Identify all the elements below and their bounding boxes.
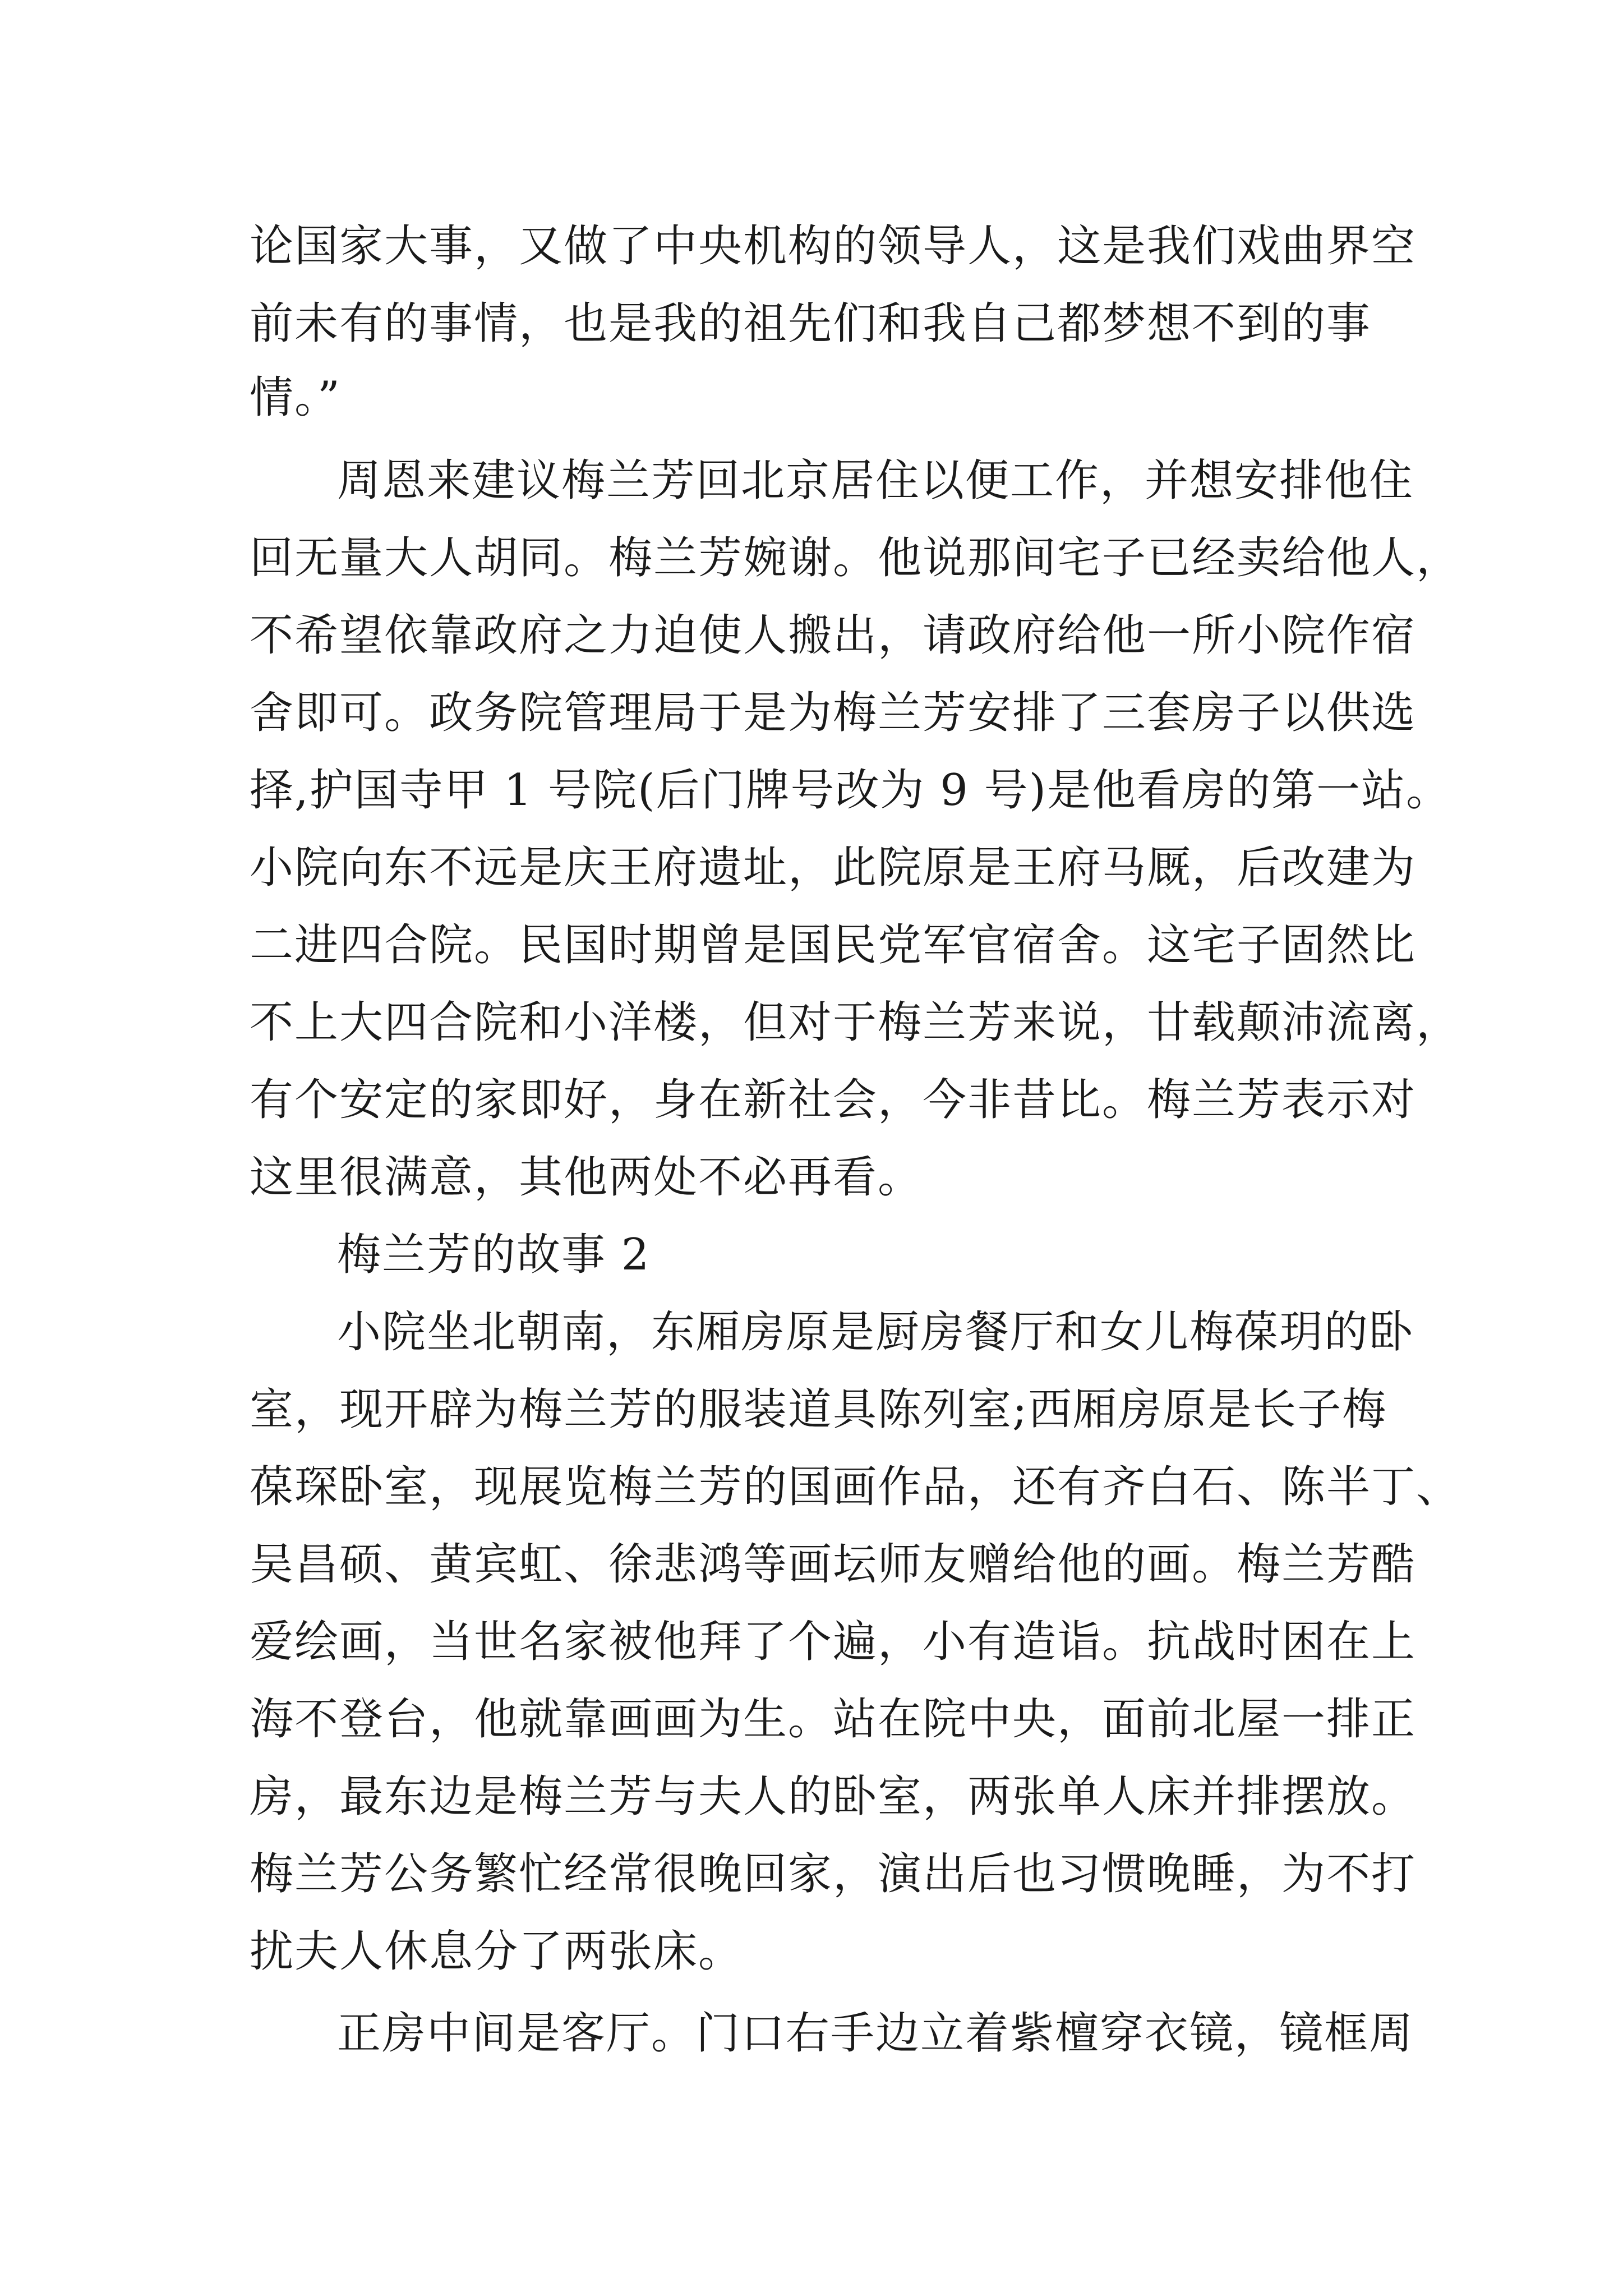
text-line: 不上大四合院和小洋楼，但对于梅兰芳来说，廿载颠沛流离， xyxy=(250,997,1461,1048)
text-line: 前未有的事情，也是我的祖先们和我自己都梦想不到的事 xyxy=(250,298,1372,349)
text-line: 不希望依靠政府之力迫使人搬出，请政府给他一所小院作宿 xyxy=(250,610,1417,661)
text-line: 爱绘画，当世名家被他拜了个遍，小有造诣。抗战时困在上 xyxy=(250,1617,1417,1667)
text-line: 情。” xyxy=(250,372,341,423)
text-line: 吴昌硕、黄宾虹、徐悲鸿等画坛师友赠给他的画。梅兰芳酷 xyxy=(250,1539,1417,1590)
paragraph-start-line: 正房中间是客厅。门口右手边立着紫檀穿衣镜，镜框周 xyxy=(337,2008,1414,2059)
text-line: 葆琛卧室，现展览梅兰芳的国画作品，还有齐白石、陈半丁、 xyxy=(250,1462,1461,1512)
paragraph-start-line: 周恩来建议梅兰芳回北京居住以便工作，并想安排他住 xyxy=(337,455,1414,506)
text-line: 室，现开辟为梅兰芳的服装道具陈列室;西厢房原是长子梅 xyxy=(250,1384,1387,1435)
text-line: 这里很满意，其他两处不必再看。 xyxy=(250,1152,923,1203)
text-line: 海不登台，他就靠画画为生。站在院中央，面前北屋一排正 xyxy=(250,1694,1417,1745)
paragraph-start-line: 小院坐北朝南，东厢房原是厨房餐厅和女儿梅葆玥的卧 xyxy=(337,1307,1414,1358)
text-line: 有个安定的家即好，身在新社会，今非昔比。梅兰芳表示对 xyxy=(250,1075,1417,1125)
text-line: 择,护国寺甲 1 号院(后门牌号改为 9 号)是他看房的第一站。 xyxy=(250,765,1451,816)
text-line: 小院向东不远是庆王府遗址，此院原是王府马厩，后改建为 xyxy=(250,843,1417,893)
text-line: 舍即可。政务院管理局于是为梅兰芳安排了三套房子以供选 xyxy=(250,688,1417,738)
text-line: 论国家大事，又做了中央机构的领导人，这是我们戏曲界空 xyxy=(250,221,1417,272)
text-line: 扰夫人休息分了两张床。 xyxy=(250,1926,744,1977)
text-line: 回无量大人胡同。梅兰芳婉谢。他说那间宅子已经卖给他人， xyxy=(250,533,1461,583)
text-line: 梅兰芳公务繁忙经常很晚回家，演出后也习惯晚睡，为不打 xyxy=(250,1849,1417,1899)
text-line: 房，最东边是梅兰芳与夫人的卧室，两张单人床并排摆放。 xyxy=(250,1772,1417,1822)
section-heading: 梅兰芳的故事 2 xyxy=(337,1230,651,1280)
text-line: 二进四合院。民国时期曾是国民党军官宿舍。这宅子固然比 xyxy=(250,920,1417,970)
